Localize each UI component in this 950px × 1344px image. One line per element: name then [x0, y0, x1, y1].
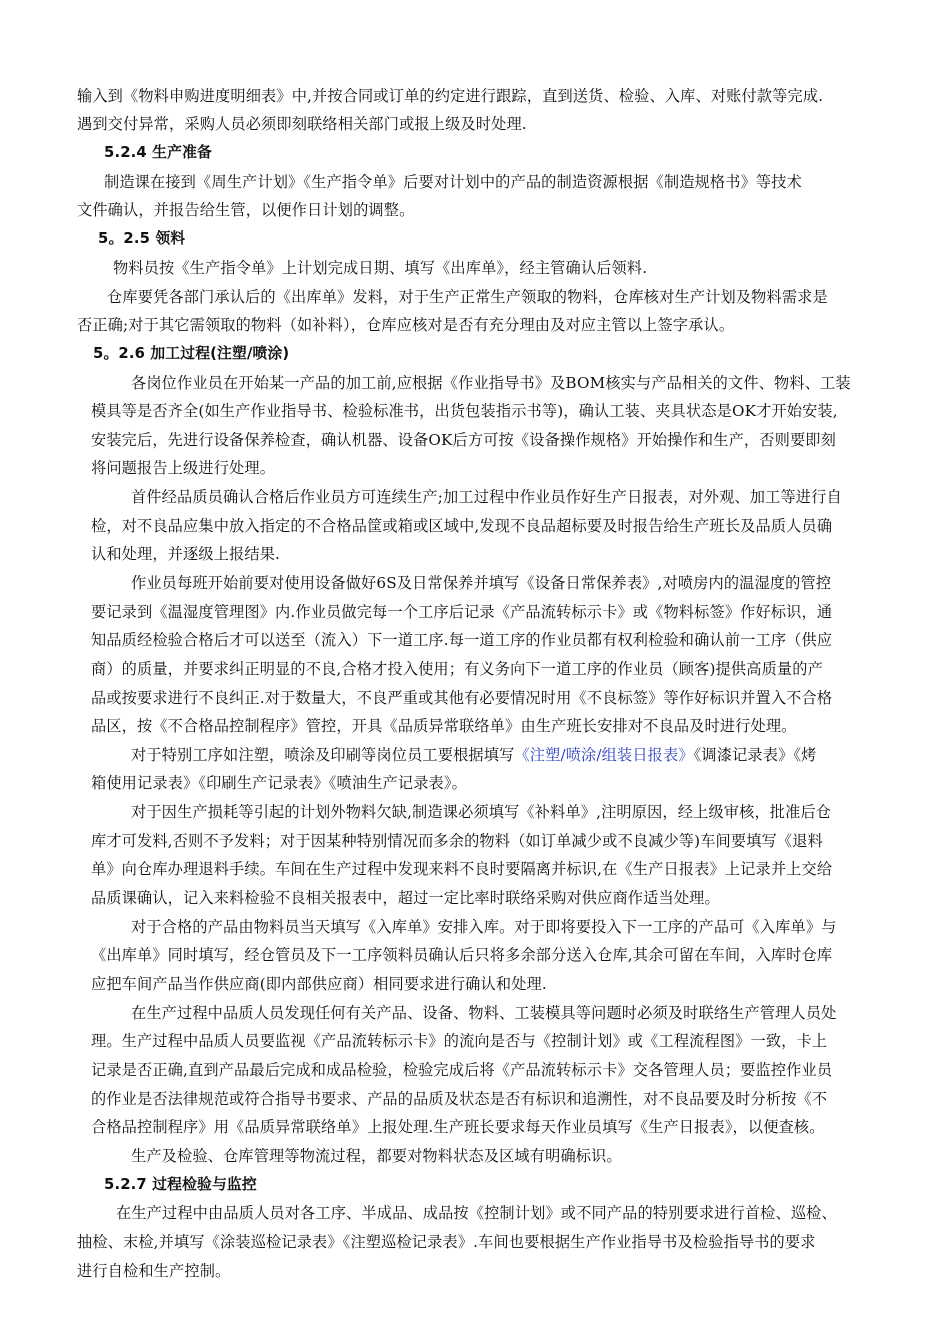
paragraph-line: 模具等是否齐全(如生产作业指导书、检验标准书，出货包装指示书等)，确认工装、夹具状态是OK才开始安装,	[91, 402, 838, 420]
paragraph-line: 记录是否正确,直到产品最后完成和成品检验，检验完成后将《产品流转标示卡》交各管理人员；要监控作业员	[91, 1061, 833, 1079]
paragraph-line: 认和处理，并逐级上报结果.	[91, 545, 281, 563]
paragraph-line: 物料员按《生产指令单》上计划完成日期、填写《出库单》，经主管确认后领料.	[113, 259, 648, 277]
paragraph-line: 对于因生产损耗等引起的计划外物料欠缺,制造课必须填写《补料单》,注明原因，经上级审核，批准后仓	[131, 803, 832, 821]
paragraph-line: 检，对不良品应集中放入指定的不合格品筐或箱或区域中,发现不良品超标要及时报告给生产班长及品质人员确	[91, 517, 833, 535]
paragraph-line: 应把车间产品当作供应商(即内部供应商）相同要求进行确认和处理.	[91, 975, 547, 993]
paragraph-line: 品区，按《不合格品控制程序》管控，开具《品质异常联络单》由生产班长安排对不良品及时进行处理。	[91, 717, 797, 735]
paragraph-line: 作业员每班开始前要对使用设备做好6S及日常保养并填写《设备日常保养表》,对喷房内的温湿度的管控	[131, 574, 832, 592]
paragraph-line: 制造课在接到《周生产计划》《生产指令单》后要对计划中的产品的制造资源根据《制造规格书》等技术	[104, 173, 802, 191]
paragraph-line: 知品质经检验合格后才可以送至（流入）下一道工序.每一道工序的作业员都有权利检验和确认前一工序（供应	[91, 631, 833, 649]
paragraph-line: 生产及检验、仓库管理等物流过程，都要对物料状态及区域有明确标识。	[131, 1147, 622, 1165]
paragraph-line: 对于合格的产品由物料员当天填写《入库单》安排入库。对于即将要投入下一工序的产品可《入库单》与	[131, 918, 837, 936]
paragraph-line: 品或按要求进行不良纠正.对于数量大，不良严重或其他有必要情况时用《不良标签》等作好标识并置入不合格	[91, 689, 833, 707]
paragraph-line: 否正确;对于其它需领取的物料（如补料），仓库应核对是否有充分理由及对应主管以上签字承认。	[77, 316, 735, 334]
paragraph-line: 安装完后，先进行设备保养检查，确认机器、设备OK后方可按《设备操作规格》开始操作和生产，否则要即刻	[91, 431, 836, 449]
paragraph-line: 《出库单》同时填写，经仓管员及下一工序领料员确认后只将多余部分送入仓库,其余可留在车间，入库时仓库	[91, 946, 833, 964]
paragraph-line: 合格品控制程序》用《品质异常联络单》上报处理.生产班长要求每天作业员填写《生产日报表》，以便查核。	[91, 1118, 825, 1136]
paragraph-line: 商）的质量，并要求纠正明显的不良,合格才投入使用；有义务向下一道工序的作业员（顾客)提供高质量的产	[91, 660, 823, 678]
paragraph-line: 库才可发料,否则不予发料；对于因某种特别情况而多余的物料（如订单减少或不良减少等)车间要填写《退料	[91, 832, 823, 850]
paragraph-line: 各岗位作业员在开始某一产品的加工前,应根据《作业指导书》及BOM核实与产品相关的文件、物料、工装	[131, 374, 851, 392]
section-heading-5-2-5: 5。2.5 领料	[98, 230, 186, 247]
intro-line: 输入到《物料申购进度明细表》中,并按合同或订单的约定进行跟踪，直到送货、检验、入库、对账付款等完成.	[77, 87, 824, 105]
text-segment: 对于特别工序如注塑，喷涂及印刷等岗位员工要根据填写	[131, 746, 515, 764]
paragraph-line: 文件确认，并报告给生管，以便作日计划的调整。	[77, 201, 415, 219]
section-heading-5-2-4: 5.2.4 生产准备	[104, 144, 212, 161]
paragraph-line: 要记录到《温湿度管理图》内.作业员做完每一个工序后记录《产品流转标示卡》或《物料标签》作好标识，通	[91, 603, 833, 621]
paragraph-line: 理。生产过程中品质人员要监视《产品流转标示卡》的流向是否与《控制计划》或《工程流程图》一致，卡上	[91, 1032, 828, 1050]
paragraph-line: 在生产过程中由品质人员对各工序、半成品、成品按《控制计划》或不同产品的特别要求进行首检、巡检、	[116, 1204, 837, 1222]
paragraph-line	[131, 745, 817, 765]
intro-line: 遇到交付异常，采购人员必须即刻联络相关部门或报上级及时处理.	[77, 115, 527, 133]
section-heading-5-2-7: 5.2.7 过程检验与监控	[104, 1176, 257, 1193]
section-heading-5-2-6: 5。2.6 加工过程(注塑/喷涂)	[93, 345, 290, 362]
daily-report-link[interactable]: 《注塑/喷涂/组装日报表》	[514, 746, 694, 764]
paragraph-line: 品质课确认，记入来料检验不良相关报表中，超过一定比率时联络采购对供应商作适当处理。	[91, 889, 720, 907]
paragraph-line: 进行自检和生产控制。	[77, 1262, 231, 1280]
paragraph-line: 首件经品质员确认合格后作业员方可连续生产;加工过程中作业员作好生产日报表，对外观、加工等进行自	[131, 488, 842, 506]
paragraph-line: 单》向仓库办理退料手续。车间在生产过程中发现来料不良时要隔离并标识,在《生产日报表》上记录并上交给	[91, 860, 833, 878]
text-segment: 《调漆记录表》《烤	[693, 746, 817, 764]
paragraph-line: 将问题报告上级进行处理。	[91, 459, 276, 477]
paragraph-line: 的作业是否法律规范或符合指导书要求、产品的品质及状态是否有标识和追溯性，对不良品要及时分析按《不	[91, 1090, 828, 1108]
paragraph-line: 箱使用记录表》《印刷生产记录表》《喷油生产记录表》。	[91, 774, 467, 792]
paragraph-line: 在生产过程中品质人员发现任何有关产品、设备、物料、工装模具等问题时必须及时联络生产管理人员处	[131, 1004, 837, 1022]
paragraph-line: 仓库要凭各部门承认后的《出库单》发料，对于生产正常生产领取的物料，仓库核对生产计划及物料需求是	[107, 288, 828, 306]
paragraph-line: 抽检、末检,并填写《涂装巡检记录表》《注塑巡检记录表》.车间也要根据生产作业指导书及检验指导书的要求	[77, 1233, 816, 1251]
